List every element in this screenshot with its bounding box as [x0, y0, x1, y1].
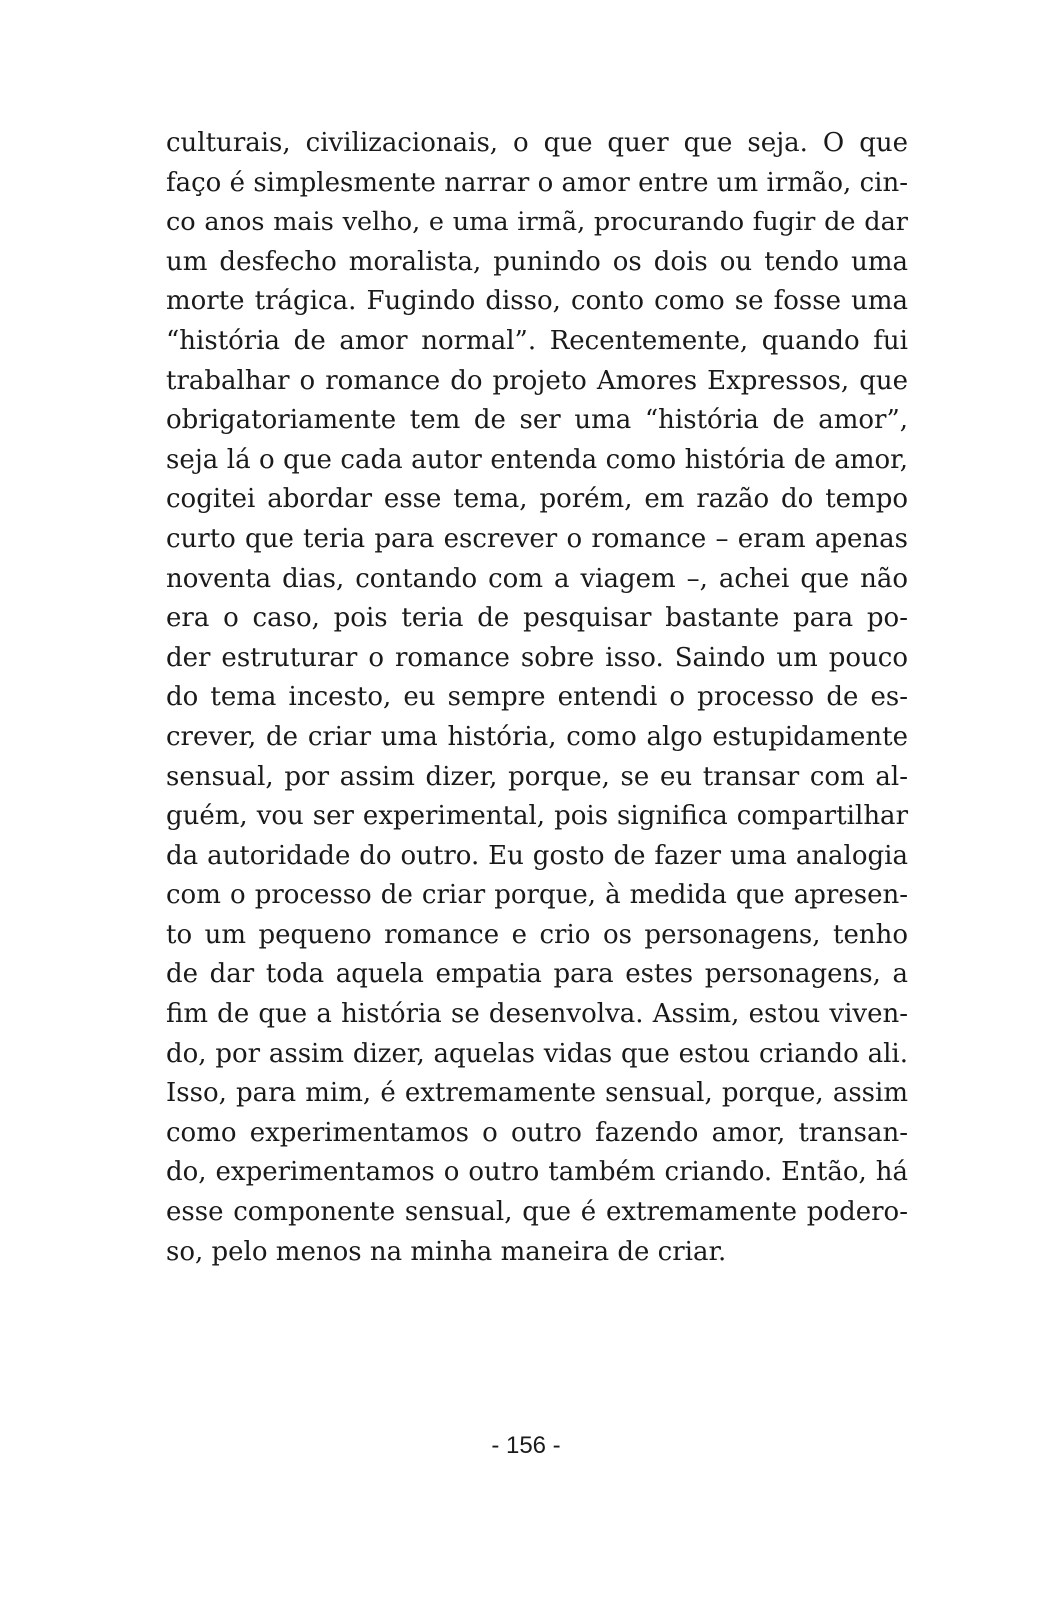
- text-line: to um pequeno romance e crio os personagens, tenho: [166, 919, 908, 950]
- text-line: faço é simplesmente narrar o amor entre um irmão, cin-: [166, 167, 908, 198]
- text-line: do, por assim dizer, aquelas vidas que estou criando ali.: [166, 1038, 908, 1069]
- text-line: noventa dias, contando com a viagem –, achei que não: [166, 563, 908, 594]
- text-line: seja lá o que cada autor entenda como história de amor,: [166, 444, 908, 475]
- text-line: do, experimentamos o outro também criando. Então, há: [166, 1157, 908, 1188]
- body-paragraph: [166, 124, 908, 1272]
- text-line: der estruturar o romance sobre isso. Saindo um pouco: [166, 642, 908, 673]
- text-line: de dar toda aquela empatia para estes personagens, a: [166, 959, 908, 990]
- text-line: do tema incesto, eu sempre entendi o processo de es-: [166, 682, 908, 713]
- text-line: trabalhar o romance do projeto Amores Expressos, que: [166, 365, 908, 396]
- text-line: como experimentamos o outro fazendo amor, transan-: [166, 1117, 908, 1148]
- text-line: fim de que a história se desenvolva. Assim, estou viven-: [166, 999, 908, 1030]
- text-line: Isso, para mim, é extremamente sensual, porque, assim: [166, 1078, 908, 1109]
- text-line: culturais, civilizacionais, o que quer que seja. O que: [166, 128, 908, 158]
- text-line: era o caso, pois teria de pesquisar bastante para po-: [166, 603, 908, 634]
- text-line: curto que teria para escrever o romance – eram apenas: [166, 523, 908, 554]
- text-line: so, pelo menos na minha maneira de criar.: [166, 1236, 727, 1267]
- text-line: da autoridade do outro. Eu gosto de fazer uma analogia: [166, 840, 908, 871]
- text-line: co anos mais velho, e uma irmã, procurando fugir de dar: [166, 207, 908, 238]
- text-line: “história de amor normal”. Recentemente, quando fui: [166, 325, 908, 356]
- text-line: esse componente sensual, que é extremamente podero-: [166, 1197, 908, 1228]
- text-line: um desfecho moralista, punindo os dois ou tendo uma: [166, 246, 908, 277]
- text-line: com o processo de criar porque, à medida que apresen-: [166, 880, 908, 911]
- text-line: cogitei abordar esse tema, porém, em razão do tempo: [166, 484, 908, 515]
- text-line: crever, de criar uma história, como algo estupidamente: [166, 721, 908, 752]
- text-line: sensual, por assim dizer, porque, se eu transar com al-: [166, 761, 908, 792]
- text-line: guém, vou ser experimental, pois significa compartilhar: [166, 801, 908, 832]
- page-number: - 156 -: [491, 1432, 561, 1459]
- text-line: morte trágica. Fugindo disso, conto como se fosse uma: [166, 286, 908, 317]
- text-line: obrigatoriamente tem de ser uma “história de amor”,: [166, 405, 908, 436]
